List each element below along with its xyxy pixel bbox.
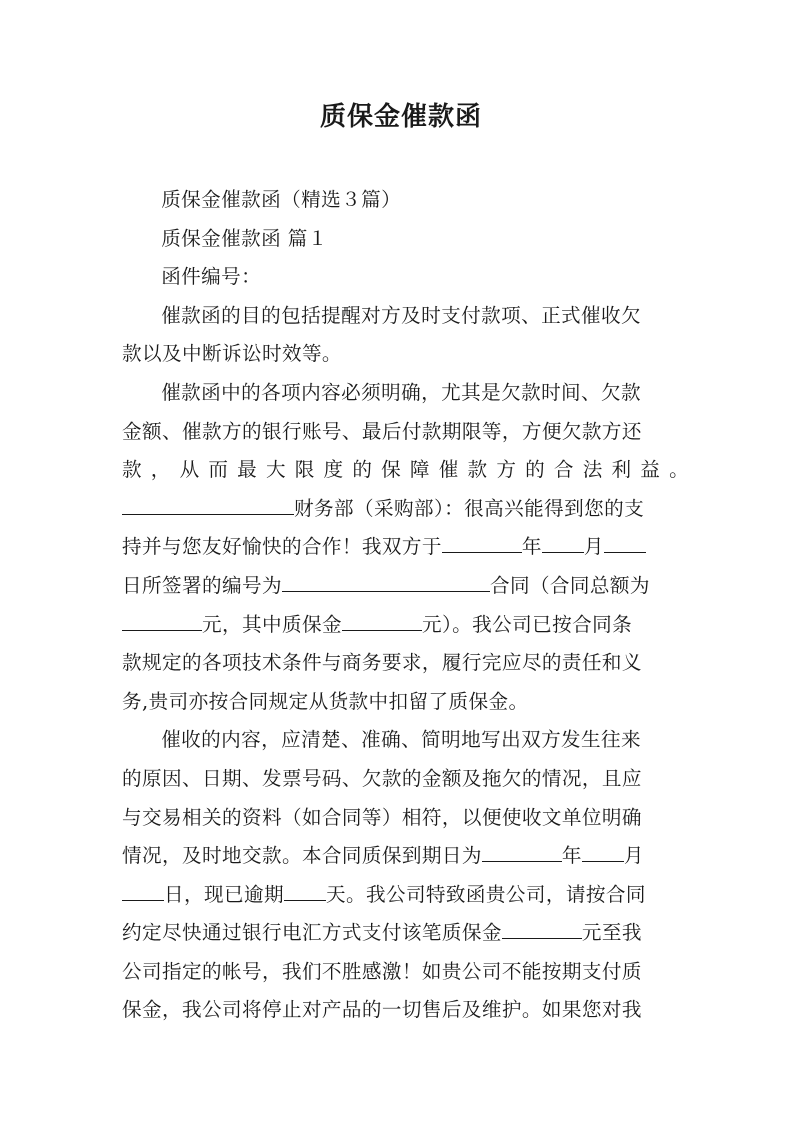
paragraph-line: 催款函的目的包括提醒对方及时支付款项、正式催收欠 — [161, 303, 642, 327]
paragraph-line: 日所签署的编号为 — [122, 573, 282, 597]
paragraph-requirements — [122, 374, 698, 721]
paragraph-line: 催款函中的各项内容必须明确，尤其是欠款时间、欠款 — [161, 380, 642, 404]
letter-number-label: 函件编号： — [161, 265, 262, 289]
document-title: 质保金催款函 — [319, 102, 482, 132]
paragraph-line: 元至我 — [581, 921, 642, 945]
paragraph-line: 保金，我公司将停止对产品的一切售后及维护。如果您对我 — [122, 998, 642, 1022]
document-body — [122, 181, 698, 1030]
paragraph-line: 合同（合同总额为 — [489, 573, 650, 597]
paragraph-line: 款以及中断诉讼时效等。 — [122, 342, 342, 366]
paragraph-line: 款，从而最大限度的保障催款方的合法利益。 — [122, 458, 698, 482]
blank-field — [582, 842, 624, 862]
addressee-line — [122, 490, 680, 529]
date-line — [122, 528, 680, 567]
year-label: 年 — [561, 844, 582, 868]
paragraph-line: 元，其中质保金 — [202, 612, 342, 636]
paragraph-line: 款规定的各项技术条件与商务要求，履行完应尽的责任和义 — [122, 651, 642, 675]
paragraph-line: 与交易相关的资料（如合同等）相符，以便使收文单位明确 — [122, 805, 642, 829]
paragraph-line: 情况，及时地交款。本合同质保到期日为 — [122, 844, 482, 868]
blank-field — [482, 842, 562, 862]
blank-field — [442, 534, 522, 554]
paragraph-line: 天。我公司特致函贵公司，请按合同 — [325, 882, 646, 906]
blank-field — [122, 611, 202, 631]
blank-field — [542, 534, 584, 554]
blank-field — [342, 611, 422, 631]
overdue-line — [122, 876, 680, 915]
year-label: 年 — [521, 535, 542, 559]
subtitle: 质保金催款函（精选３篇） — [161, 188, 402, 211]
paragraph-line: 催收的内容，应清楚、准确、简明地写出双方发生往来 — [161, 728, 642, 752]
contract-line — [122, 567, 680, 606]
paragraph-line: 金额、催款方的银行账号、最后付款期限等，方便欠款方还 — [122, 419, 642, 443]
paragraph-line: 务,贵司亦按合同规定从货款中扣留了质保金。 — [122, 689, 529, 713]
blank-field — [604, 534, 646, 554]
addressee-text: 财务部（采购部）：很高兴能得到您的支 — [294, 496, 645, 520]
paragraph-line: 公司指定的帐号，我们不胜感激！如贵公司不能按期支付质 — [122, 959, 642, 983]
month-label: 月 — [623, 844, 644, 868]
blank-field — [122, 881, 164, 901]
payment-line — [122, 914, 680, 953]
blank-field — [122, 495, 294, 515]
paragraph-collection — [122, 721, 680, 1030]
paragraph-line: 的原因、日期、发票号码、欠款的金额及拖欠的情况，且应 — [122, 766, 642, 790]
month-label: 月 — [583, 535, 604, 559]
blank-field — [282, 572, 490, 592]
paragraph-line: 约定尽快通过银行电汇方式支付该笔质保金 — [122, 921, 502, 945]
expiry-date-line — [122, 837, 680, 876]
blank-field — [502, 920, 582, 940]
paragraph-line: 元）。我公司已按合同条 — [421, 612, 633, 636]
amount-line — [122, 606, 680, 645]
paragraph-purpose — [122, 297, 680, 374]
paragraph-line: 日，现已逾期 — [164, 882, 284, 906]
paragraph-line: 持并与您友好愉快的合作！我双方于 — [122, 535, 442, 559]
blank-field — [284, 881, 326, 901]
section-heading: 质保金催款函 篇１ — [161, 226, 328, 250]
